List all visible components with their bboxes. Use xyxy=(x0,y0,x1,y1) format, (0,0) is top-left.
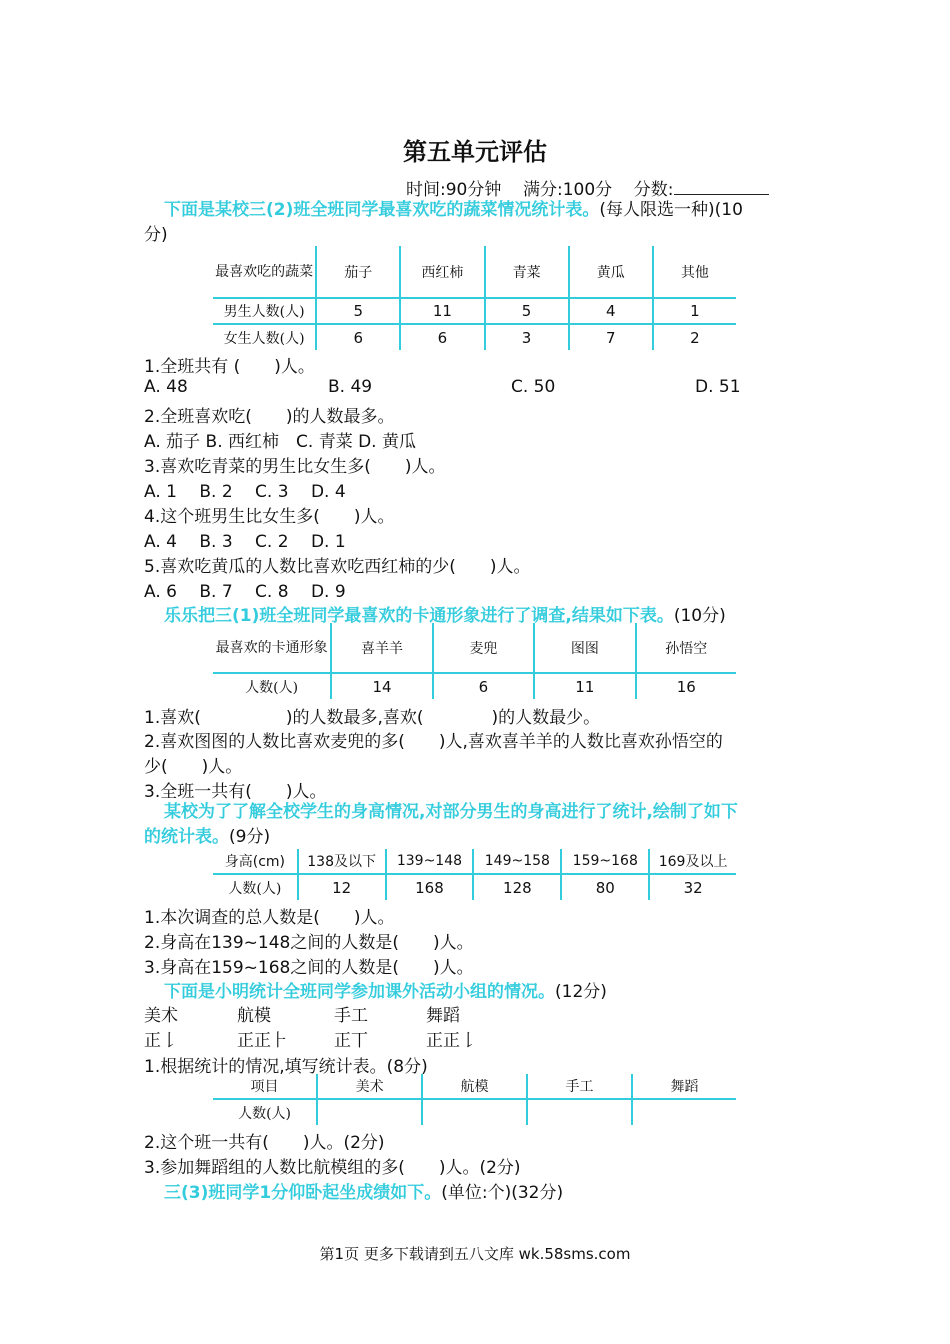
table-header-cell: 麦兜 xyxy=(433,623,534,673)
full-score: 满分:100分 xyxy=(522,180,613,200)
table-cell: 7 xyxy=(569,324,653,350)
table-header-cell: 手工 xyxy=(527,1074,632,1099)
section3-heading-points: (9分) xyxy=(229,827,271,847)
s1-q3-options: A. 1 B. 2 C. 3 D. 4 xyxy=(144,482,346,502)
table-header-cell: 159~168 xyxy=(561,849,649,874)
table-cell: 11 xyxy=(534,673,635,699)
time-limit: 时间:90分钟 xyxy=(406,180,502,200)
table-header-cell: 茄子 xyxy=(316,246,400,298)
s4-question-1: 1.根据统计的情况,填写统计表。(8分) xyxy=(144,1057,428,1077)
tally-marks: 正𠄌 xyxy=(144,1031,178,1051)
group-label: 手工 xyxy=(334,1006,368,1026)
s1-q1-option: C. 50 xyxy=(511,377,556,397)
table-row xyxy=(213,324,736,350)
s1-q2-options: A. 茄子 B. 西红柿 C. 青菜 D. 黄瓜 xyxy=(144,432,416,452)
table-header-cell: 169及以上 xyxy=(649,849,736,874)
table-cell: 人数(人) xyxy=(213,673,331,699)
s1-q5-options: A. 6 B. 7 C. 8 D. 9 xyxy=(144,582,346,602)
s1-q1-option: B. 49 xyxy=(328,377,373,397)
fill-in-cell[interactable] xyxy=(422,1099,527,1125)
section2-heading-highlight: 乐乐把三(1)班全班同学最喜欢的卡通形象进行了调查,结果如下表。 xyxy=(164,606,674,626)
section3-heading xyxy=(144,800,804,850)
table-header-cell: 图图 xyxy=(534,623,635,673)
table-cell: 3 xyxy=(485,324,569,350)
table-cell: 11 xyxy=(400,298,484,324)
activity-table xyxy=(213,1074,736,1125)
s1-question-4: 4.这个班男生比女生多( )人。 xyxy=(144,507,395,527)
table-header-cell: 139~148 xyxy=(386,849,474,874)
table-header-cell: 138及以下 xyxy=(298,849,386,874)
table-header-cell: 舞蹈 xyxy=(632,1074,736,1099)
fill-in-cell[interactable] xyxy=(317,1099,422,1125)
cartoon-table xyxy=(213,623,736,699)
s1-question-3: 3.喜欢吃青菜的男生比女生多( )人。 xyxy=(144,457,446,477)
section1-heading-highlight: 下面是某校三(2)班全班同学最喜欢吃的蔬菜情况统计表。 xyxy=(164,200,600,220)
table-header-cell: 其他 xyxy=(653,246,736,298)
table-cell: 4 xyxy=(569,298,653,324)
table-cell: 人数(人) xyxy=(213,874,298,900)
section3-heading-highlight: 某校为了了解全校学生的身高情况,对部分男生的身高进行了统计,绘制了如下 xyxy=(164,802,738,822)
table-cell: 128 xyxy=(473,874,561,900)
height-table xyxy=(213,849,736,900)
s4-question-2: 2.这个班一共有( )人。(2分) xyxy=(144,1133,385,1153)
table-cell: 男生人数(人) xyxy=(213,298,316,324)
section5-heading xyxy=(144,1178,563,1203)
page-footer: 第1页 更多下载请到五八文库 wk.58sms.com xyxy=(319,1245,631,1263)
table-cell: 5 xyxy=(485,298,569,324)
s1-question-1: 1.全班共有 ( )人。 xyxy=(144,357,315,377)
table-cell: 人数(人) xyxy=(213,1099,317,1125)
table-cell: 168 xyxy=(386,874,474,900)
section1-heading xyxy=(144,198,804,248)
table-header-cell: 航模 xyxy=(422,1074,527,1099)
s3-question-1: 1.本次调查的总人数是( )人。 xyxy=(144,908,395,928)
section2-heading-points: (10分) xyxy=(673,606,726,626)
s1-q4-options: A. 4 B. 3 C. 2 D. 1 xyxy=(144,532,346,552)
group-label: 舞蹈 xyxy=(426,1006,460,1026)
section1-heading-points: (每人限选一种)(10 xyxy=(599,200,743,220)
section4-heading-points: (12分) xyxy=(555,982,607,1002)
s1-q1-option: A. 48 xyxy=(144,377,188,397)
tally-marks: 正正⺊ xyxy=(237,1031,288,1051)
table-header-cell: 最喜欢的卡通形象 xyxy=(213,623,331,673)
table-cell: 6 xyxy=(433,673,534,699)
fill-in-cell[interactable] xyxy=(527,1099,632,1125)
table-header-cell: 身高(cm) xyxy=(213,849,298,874)
s1-q1-option: D. 51 xyxy=(695,377,741,397)
s3-question-2: 2.身高在139~148之间的人数是( )人。 xyxy=(144,933,474,953)
group-label: 航模 xyxy=(237,1006,271,1026)
s1-question-5: 5.喜欢吃黄瓜的人数比喜欢吃西红柿的少( )人。 xyxy=(144,557,531,577)
table-header-cell: 最喜欢吃的蔬菜 xyxy=(213,246,316,298)
s2-question-3: 3.全班一共有( )人。 xyxy=(144,782,327,802)
table-cell: 12 xyxy=(298,874,386,900)
table-cell: 5 xyxy=(316,298,400,324)
page-title: 第五单元评估 xyxy=(403,137,547,166)
s1-question-2: 2.全班喜欢吃( )的人数最多。 xyxy=(144,407,395,427)
section1-heading-points-cont: 分) xyxy=(144,225,168,245)
exam-meta xyxy=(406,175,769,200)
s2-question-2: 2.喜欢图图的人数比喜欢麦兜的多( )人,喜欢喜羊羊的人数比喜欢孙悟空的 xyxy=(144,732,723,752)
score-blank[interactable] xyxy=(674,178,769,195)
s4-question-3: 3.参加舞蹈组的人数比航模组的多( )人。(2分) xyxy=(144,1158,521,1178)
table-row xyxy=(213,1099,736,1125)
table-cell: 14 xyxy=(331,673,432,699)
table-cell: 6 xyxy=(400,324,484,350)
section4-heading-highlight: 下面是小明统计全班同学参加课外活动小组的情况。 xyxy=(164,982,555,1002)
s2-question-2-cont: 少( )人。 xyxy=(144,757,243,777)
table-cell: 1 xyxy=(653,298,736,324)
table-cell: 2 xyxy=(690,328,700,347)
table-header-cell: 西红柿 xyxy=(400,246,484,298)
score-label: 分数: xyxy=(633,180,674,200)
fill-in-cell[interactable] xyxy=(632,1099,736,1125)
table-cell: 32 xyxy=(683,878,703,897)
table-cell: 80 xyxy=(561,874,649,900)
s3-question-3: 3.身高在159~168之间的人数是( )人。 xyxy=(144,958,474,978)
table-header-cell: 孙悟空 xyxy=(636,623,736,673)
table-header-cell: 149~158 xyxy=(473,849,561,874)
table-header-cell: 项目 xyxy=(213,1074,317,1099)
section5-heading-highlight: 三(3)班同学1分仰卧起坐成绩如下。 xyxy=(164,1183,442,1203)
table-header-cell: 黄瓜 xyxy=(569,246,653,298)
section3-heading-highlight-cont: 的统计表。 xyxy=(144,827,229,847)
table-header-cell: 青菜 xyxy=(485,246,569,298)
table-cell: 16 xyxy=(676,677,696,696)
table-cell: 女生人数(人) xyxy=(213,324,316,350)
table-row xyxy=(213,874,736,900)
section4-heading xyxy=(144,977,607,1002)
table-row xyxy=(213,298,736,324)
table-header-cell: 喜羊羊 xyxy=(331,623,432,673)
table-header-cell: 美术 xyxy=(317,1074,422,1099)
vegetable-table xyxy=(213,246,736,350)
group-label: 美术 xyxy=(144,1006,178,1026)
tally-marks: 正正𠄌 xyxy=(426,1031,477,1051)
s2-question-1: 1.喜欢( )的人数最多,喜欢( )的人数最少。 xyxy=(144,708,601,728)
table-cell: 6 xyxy=(316,324,400,350)
section5-heading-points: (单位:个)(32分) xyxy=(441,1183,564,1203)
table-row xyxy=(213,673,736,699)
tally-marks: 正丅 xyxy=(334,1031,368,1051)
